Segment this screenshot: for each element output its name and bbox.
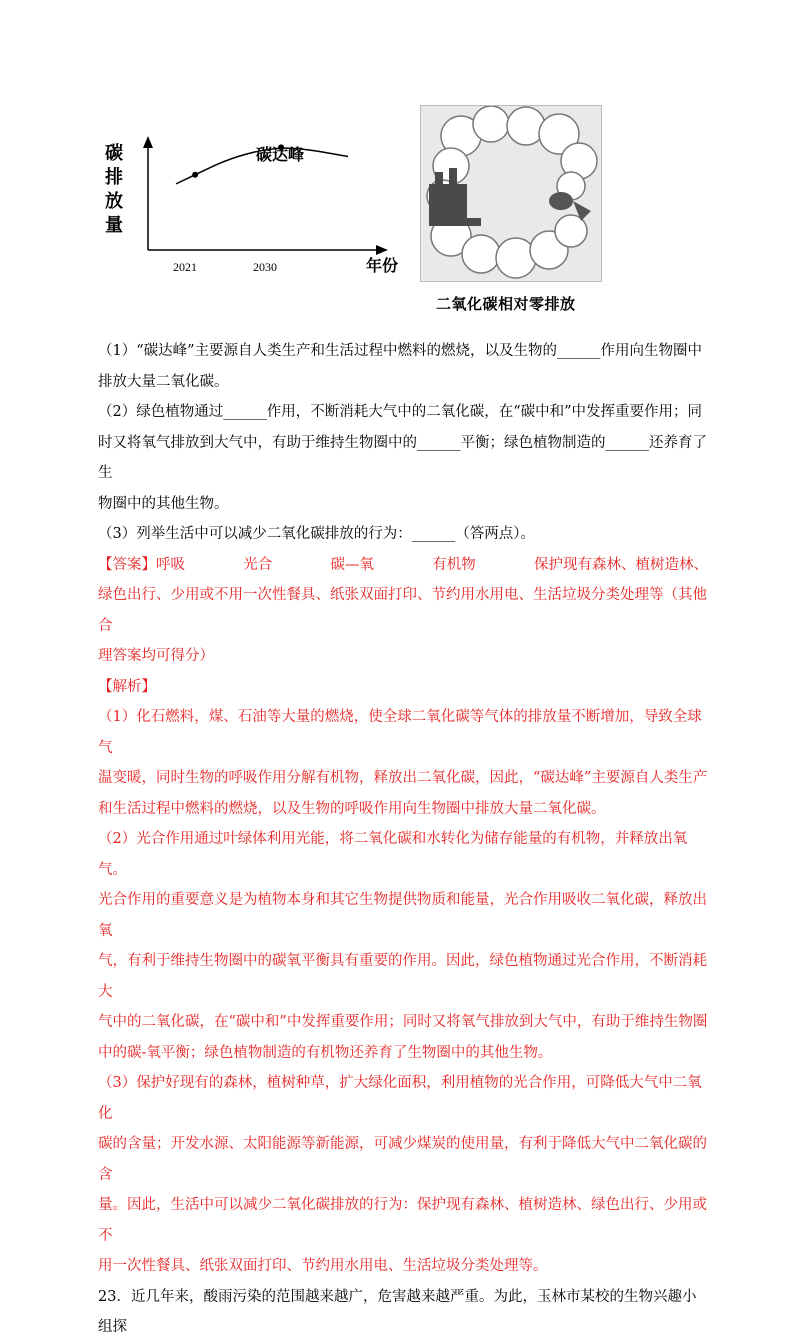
answer-4: 有机物: [432, 556, 476, 573]
tick-2030: 2030: [253, 260, 277, 274]
analysis-p3-l2: 碳的含量；开发水源、太阳能源等新能源，可减少煤炭的使用量，有利于降低大气中二氧化碳的含: [98, 1136, 707, 1183]
answer-label: 【答案】: [98, 556, 156, 573]
chart-y-title: 碳排放量: [105, 143, 123, 236]
q3-line1: （3）列举生活中可以减少二氧化碳排放的行为：______（答两点）。: [98, 526, 535, 542]
question-text: [98, 336, 708, 1343]
analysis-p2-l1: （2）光合作用通过叶绿体利用光能，将二氧化碳和水转化为储存能量的有机物，并释放出氧气。: [98, 831, 688, 878]
analysis-p2-l3: 气，有利于维持生物圈中的碳氧平衡具有重要的作用。因此，绿色植物通过光合作用，不断消耗大: [98, 953, 707, 1000]
answer-2: 光合: [243, 556, 273, 573]
analysis-p2-l2: 光合作用的重要意义是为植物本身和其它生物提供物质和能量，光合作用吸收二氧化碳，释放出氧: [98, 892, 707, 939]
point-2021: [192, 172, 198, 178]
photo-caption: 二氧化碳相对零排放: [436, 295, 576, 313]
answer-line2: 绿色出行、少用或不用一次性餐具、纸张双面打印、节约用水用电、生活垃圾分类处理等（其他合: [98, 587, 707, 634]
cloud-ring-image: [421, 106, 601, 281]
answer-5: 保护现有森林、植树造林、: [534, 556, 708, 573]
analysis-p3-l4: 用一次性餐具、纸张双面打印、节约用水用电、生活垃圾分类处理等。: [98, 1258, 548, 1274]
q1-line1: （1）“碳达峰”主要源自人类生产和生活过程中燃料的燃烧，以及生物的______作用向生物圈中: [98, 343, 703, 359]
analysis-p3-l3: 量。因此，生活中可以减少二氧化碳排放的行为：保护现有森林、植树造林、绿色出行、少用或不: [98, 1197, 707, 1244]
q2-line3: 物圈中的其他生物。: [98, 495, 229, 512]
analysis-p1-l1: （1）化石燃料，煤、石油等大量的燃烧，使全球二氧化碳等气体的排放量不断增加，导致全球气: [98, 709, 702, 756]
analysis-p1-l3: 和生活过程中燃料的燃烧，以及生物的呼吸作用向生物圈中排放大量二氧化碳。: [98, 800, 606, 817]
x-axis-name: 年份: [366, 256, 399, 275]
y-axis-arrow: [143, 136, 153, 148]
q23-line1: 23．近几年来，酸雨污染的范围越来越广，危害越来越严重。为此，玉林市某校的生物兴趣小组探: [98, 1288, 697, 1335]
q1-line2: 排放大量二氧化碳。: [98, 373, 229, 390]
zero-emission-illustration: [420, 105, 602, 282]
figure-area: [0, 0, 800, 330]
analysis-label: 【解析】: [98, 678, 156, 695]
answer-row: [98, 550, 708, 581]
q2-line2: 时又将氧气排放到大气中，有助于维持生物圈中的______平衡；绿色植物制造的______还养育了生: [98, 434, 707, 481]
analysis-p2-l4: 气中的二氧化碳，在“碳中和”中发挥重要作用；同时又将氧气排放到大气中，有助于维持生物圈: [98, 1014, 708, 1030]
peak-label: 碳达峰: [256, 145, 305, 164]
answer-3: 碳—氧: [330, 556, 374, 573]
answer-line3: 理答案均可得分）: [98, 648, 214, 664]
q2-line1: （2）绿色植物通过______作用，不断消耗大气中的二氧化碳，在“碳中和”中发挥重要作用；同: [98, 404, 703, 420]
analysis-p2-l5: 中的碳-氧平衡；绿色植物制造的有机物还养育了生物圈中的其他生物。: [98, 1044, 553, 1061]
tick-2021: 2021: [173, 260, 197, 274]
answer-1: 呼吸: [156, 556, 185, 573]
analysis-p1-l2: 温变暖，同时生物的呼吸作用分解有机物，释放出二氧化碳，因此，“碳达峰”主要源自人类生产: [98, 770, 708, 786]
analysis-p3-l1: （3）保护好现有的森林，植树种草，扩大绿化面积，利用植物的光合作用，可降低大气中二氧化: [98, 1075, 702, 1122]
